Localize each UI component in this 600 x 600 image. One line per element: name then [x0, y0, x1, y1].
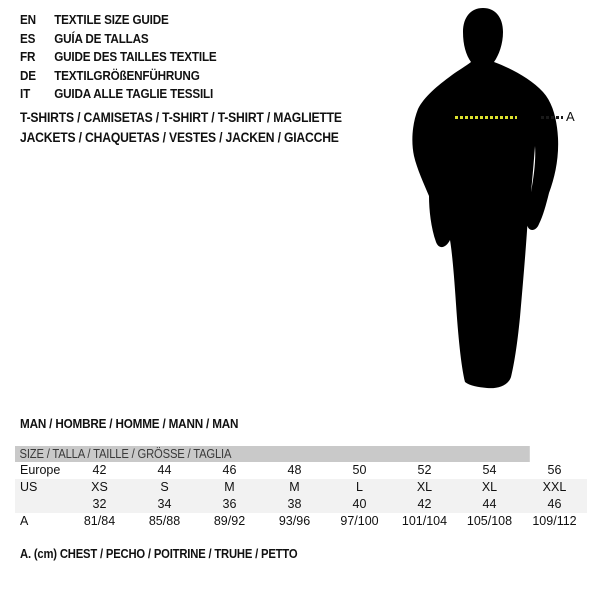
size-cell: 109/112: [532, 514, 577, 528]
size-cell: 46: [222, 463, 237, 477]
size-cell: S: [160, 480, 169, 494]
size-cell: 101/104: [401, 514, 448, 528]
size-cell: M: [289, 480, 300, 494]
size-cell: 40: [352, 497, 367, 511]
size-cell: 85/88: [148, 514, 181, 528]
language-label: TEXTILGRÖßENFÜHRUNG: [54, 67, 200, 83]
language-label: GUÍA DE TALLAS: [54, 30, 149, 46]
size-cell: XXL: [542, 480, 567, 494]
size-cell: 56: [547, 463, 562, 477]
language-code: EN: [20, 12, 36, 27]
measure-line-extension: [541, 116, 563, 119]
size-cell: 48: [287, 463, 302, 477]
table-row-europe: [15, 462, 587, 479]
size-table-header: SIZE / TALLA / TAILLE / GRÖSSE / TAGLIA: [15, 446, 530, 462]
size-cell: 50: [352, 463, 367, 477]
size-cell: 42: [417, 497, 432, 511]
row-label: Europe: [20, 463, 61, 477]
chest-measure-line: [455, 116, 517, 119]
size-cell: L: [356, 480, 363, 494]
size-cell: 46: [547, 497, 562, 511]
row-label: US: [20, 480, 38, 494]
size-cell: 93/96: [278, 514, 311, 528]
language-code: DE: [20, 67, 36, 83]
category-line-tshirts: T-SHIRTS / CAMISETAS / T-SHIRT / T-SHIRT / MAGLIETTE: [20, 110, 342, 125]
size-cell: 89/92: [213, 514, 246, 528]
table-row-chest: [15, 513, 587, 530]
size-cell: 52: [417, 463, 432, 477]
size-cell: M: [224, 480, 235, 494]
size-cell: 44: [157, 463, 172, 477]
language-label: GUIDE DES TAILLES TEXTILE: [54, 49, 217, 64]
language-code: FR: [20, 49, 36, 64]
size-cell: 81/84: [83, 514, 116, 528]
size-cell: XL: [481, 480, 498, 494]
language-code: ES: [20, 30, 36, 46]
table-row-uk: [15, 496, 587, 513]
size-cell: 38: [287, 497, 302, 511]
size-cell: 54: [482, 463, 497, 477]
size-cell: 105/108: [466, 514, 513, 528]
row-label: A: [20, 514, 29, 528]
size-table: [15, 446, 587, 530]
category-line-jackets: JACKETS / CHAQUETAS / VESTES / JACKEN / GIACCHE: [20, 129, 339, 145]
size-cell: 32: [92, 497, 107, 511]
size-cell: 34: [157, 497, 172, 511]
language-label: GUIDA ALLE TAGLIE TESSILI: [54, 86, 214, 101]
measure-label-a: A: [566, 109, 575, 124]
size-cell: 44: [482, 497, 497, 511]
section-title: MAN / HOMBRE / HOMME / MANN / MAN: [20, 416, 239, 431]
size-cell: 36: [222, 497, 237, 511]
size-cell: 42: [92, 463, 107, 477]
language-code: IT: [20, 86, 31, 101]
size-cell: 97/100: [340, 514, 379, 528]
language-label: TEXTILE SIZE GUIDE: [54, 12, 169, 27]
row-label: [15, 496, 67, 513]
size-cell: XS: [91, 480, 108, 494]
table-row-us: [15, 479, 587, 496]
size-cell: XL: [416, 480, 433, 494]
footnote: A. (cm) CHEST / PECHO / POITRINE / TRUHE / PETTO: [20, 547, 298, 561]
